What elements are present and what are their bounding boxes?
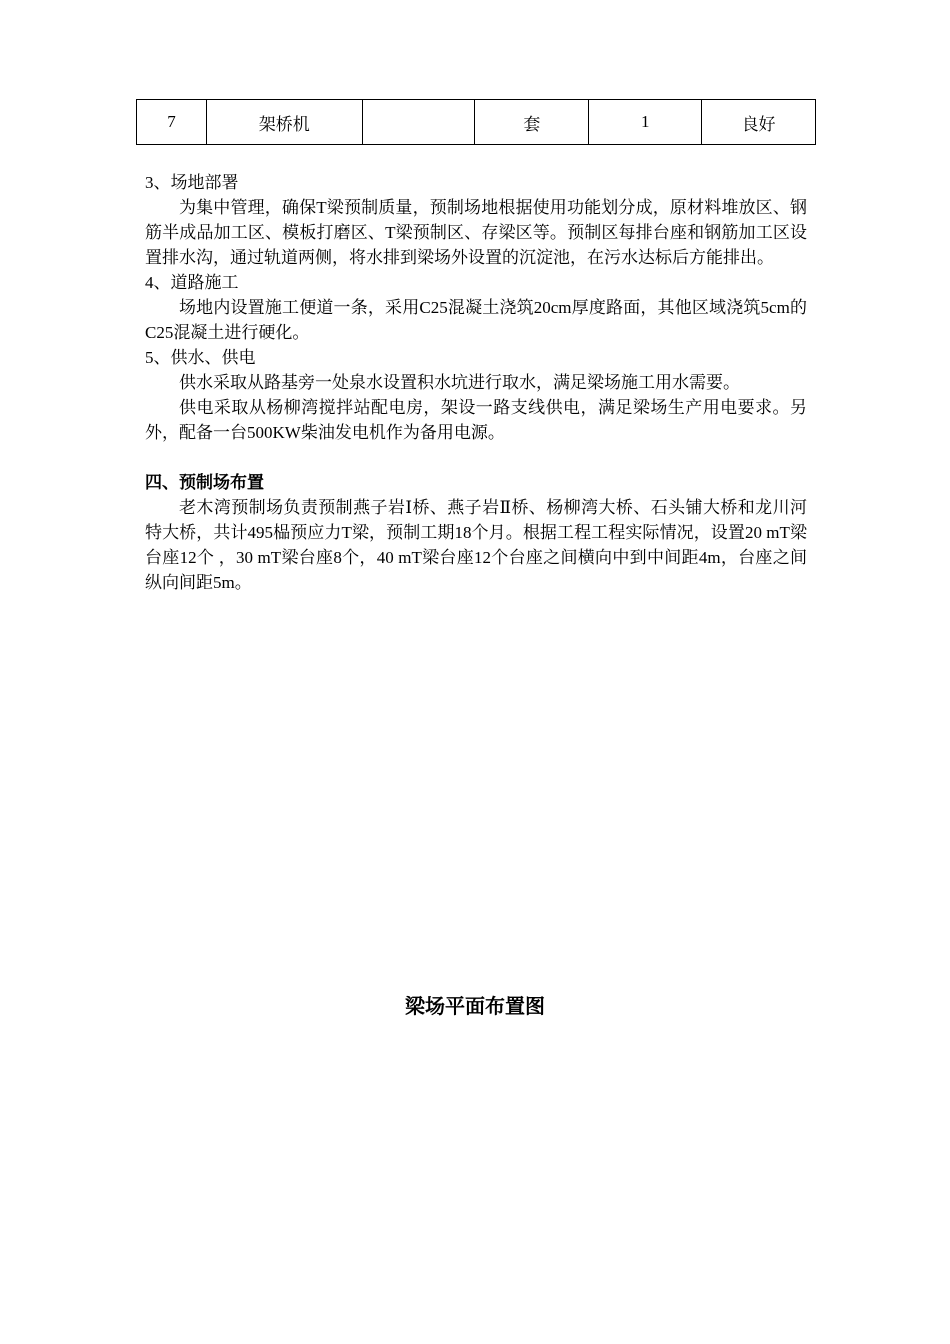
body-text (145, 170, 807, 595)
section-3-heading: 3、场地部署 (145, 173, 239, 192)
part-4-paragraph: 老木湾预制场负责预制燕子岩Ⅰ桥、燕子岩Ⅱ桥、杨柳湾大桥、石头铺大桥和龙川河特大桥，共计495榀预应力T梁，预制工期18个月。根据工程工程实际情况，设置20 mT梁台座12个 ，30 mT梁台座8个，40 mT梁台座12个台座之间横向中到中间距4m，台座之间纵向间距5m。 (145, 498, 807, 592)
part-4-heading: 四、预制场布置 (145, 473, 264, 492)
section-3-paragraph: 为集中管理，确保T梁预制质量，预制场地根据使用功能划分成，原材料堆放区、钢筋半成品加工区、模板打磨区、T梁预制区、存梁区等。预制区每排台座和钢筋加工区设置排水沟，通过轨道两侧，将水排到梁场外设置的沉淀池，在污水达标后方能排出。 (145, 198, 807, 267)
plan-title: 梁场平面布置图 (405, 996, 545, 1018)
cell-condition: 良好 (702, 100, 816, 145)
section-5-paragraph-power: 供电采取从杨柳湾搅拌站配电房，架设一路支线供电，满足梁场生产用电要求。另外，配备一台500KW柴油发电机作为备用电源。 (145, 398, 807, 442)
table-row (137, 100, 816, 145)
cell-name: 架桥机 (206, 100, 362, 145)
section-5-heading: 5、供水、供电 (145, 348, 256, 367)
section-4-paragraph: 场地内设置施工便道一条，采用C25混凝土浇筑20cm厚度路面，其他区域浇筑5cm的C25混凝土进行硬化。 (145, 298, 807, 342)
equipment-table (136, 99, 816, 145)
cell-qty: 1 (589, 100, 702, 145)
section-5-paragraph-water: 供水采取从路基旁一处泉水设置积水坑进行取水，满足梁场施工用水需要。 (179, 373, 740, 392)
cell-spec (362, 100, 475, 145)
cell-unit: 套 (475, 100, 589, 145)
cell-no: 7 (137, 100, 207, 145)
section-4-heading: 4、道路施工 (145, 273, 239, 292)
